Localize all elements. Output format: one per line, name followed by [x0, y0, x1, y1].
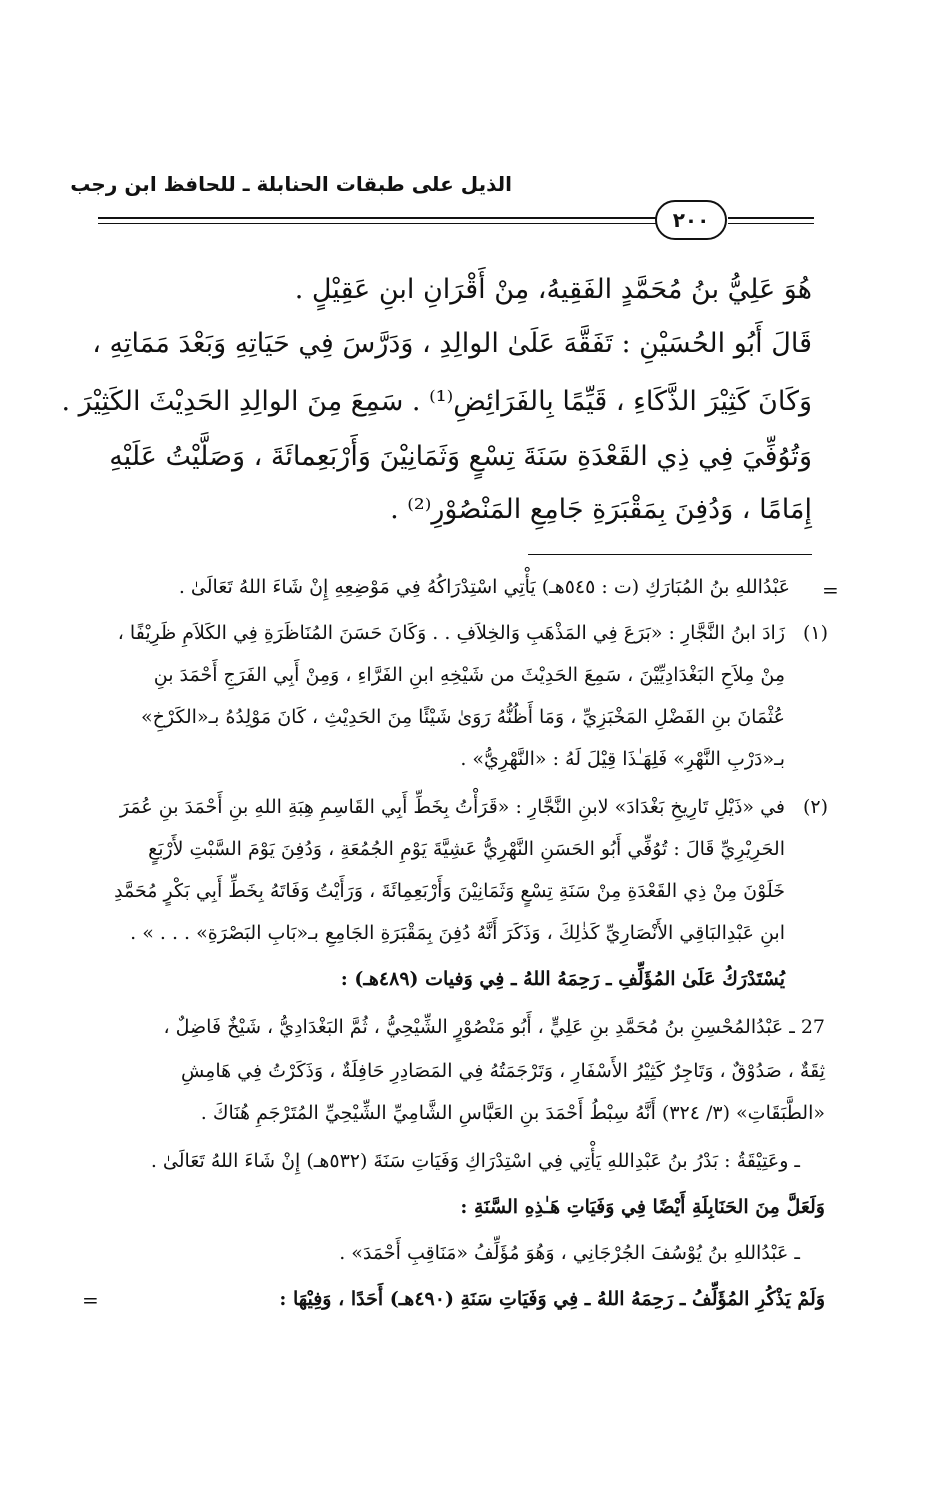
footnote-line: خَلَوْنَ مِنْ ذِي القَعْدَةِ مِنْ سَنَةِ تِسْعٍ وَثَمَانِيْنَ وَأَرْبَعِمِائَةَ ، وَرَأَيْتُ وَفَاتَهُ بِخَطِّ أَبِي بَكْرٍ مُحَمَّدِ: [114, 880, 785, 902]
footnote-marker: (١): [802, 622, 828, 644]
mustadrak-heading: يُسْتَدْرَكُ عَلَىٰ المُؤَلِّفِ ـ رَحِمَهُ اللهُ ـ فِي وَفيات (٤٨٩هـ) :: [340, 968, 785, 990]
jurjani-line: ـ عَبْدُاللهِ بنُ يُوْسُفَ الجُرْجَانِي ، وَهُوَ مُؤَلِّفُ «مَنَاقِبِ أَحْمَدَ» .: [339, 1242, 800, 1264]
main-text-line: إِمَامًا ، وَدُفِنَ بِمَقْبَرَةِ جَامِعِ المَنْصُوْرِ⁽²⁾ .: [390, 494, 812, 525]
main-text-line: قَالَ أَبُو الحُسَيْنِ : تَفَقَّهَ عَلَىٰ الوالِدِ ، وَدَرَّسَ فِي حَيَاتِهِ وَبَعْدَ مَمَاتِهِ ،: [92, 328, 812, 359]
footnote-line: عُثْمَانَ بنِ الفَضْلِ المَخْبَزِيِّ ، وَمَا أَظُنُّهُ رَوَىٰ شَيْئًا مِنَ الحَدِيْثِ ، كَانَ مَوْلِدُهُ بـ«الكَرْخِ»: [141, 706, 785, 728]
footnote-line: بـ«دَرْبِ النَّهْرِ» فَلِهَـٰذَا قِيْلَ لَهُ : «النَّهْرِيُّ» .: [460, 748, 785, 770]
entry-line: 27 ـ عَبْدُالمُحْسِنِ بنُ مُحَمَّدِ بنِ عَلِيٍّ ، أَبُو مَنْصُوْرٍ الشِّيْحِيُّ ، ثُمَّ البَغْدَادِيُّ ، شَيْخٌ فَاضِلٌ ،: [163, 1016, 825, 1038]
footnote-line: الحَرِيْرِيِّ قَالَ : تُوُفِّي أَبُو الحَسَنِ النَّهْرِيُّ عَشِيَّةَ يَوْمِ الجُمُعَةِ ، وَدُفِنَ يَوْمَ السَّبْتِ لأَرْبَعٍ: [148, 838, 785, 860]
header-rule: [98, 217, 656, 219]
header-rule-right-thin: [728, 223, 814, 224]
footnote-continuation: عَبْدُاللهِ بنُ المُبَارَكِ (ت : ٥٤٥هـ) يَأْتِي اسْتِدْرَاكُهُ فِي مَوْضِعِهِ إِنْ شَاءَ اللهُ تَعَالَىٰ .: [178, 576, 790, 598]
main-text-line: وَتُوُفِّيَ فِي ذِي القَعْدَةِ سَنَةَ تِسْعٍ وَثَمَانِيْنَ وَأَرْبَعِمائَةَ ، وَصَلَّيْتُ عَلَيْهِ: [109, 441, 812, 472]
hanabila-line: وَلَعَلَّ مِنَ الحَنَابِلَةِ أَيْضًا فِي وَفَيَاتِ هَـٰذِهِ السَّنَةِ :: [460, 1196, 825, 1218]
header-rule-thin: [98, 223, 656, 224]
footnote-line: في «ذَيْلِ تَارِيخِ بَغْدَادَ» لابنِ النَّجَّارِ : «قَرَأْتُ بِخَطِّ أَبِي القَاسِمِ هِبَةِ اللهِ بنِ أَحْمَدَ بنِ عُمَرَ: [119, 796, 785, 818]
footnote-line: ابنِ عَبْدِالبَاقِي الأَنْصَارِيِّ كَذٰلِكَ ، وَذَكَرَ أَنَّهُ دُفِنَ بِمَقْبَرَةِ الجَامِعِ بـ«بَابِ البَصْرَةِ» . . . » .: [130, 922, 785, 944]
continuation-mark: =: [822, 578, 839, 602]
main-text-line: وَكَانَ كَثِيْرَ الذَّكَاءِ ، قَيِّمًا بِالفَرَائِضِ⁽¹⁾ . سَمِعَ مِنَ الوالِدِ الحَدِيْثَ الكَثِيْرَ .: [61, 386, 812, 417]
page-number: ٢٠٠: [655, 200, 727, 240]
entry-line: ثِقَةٌ ، صَدُوْقٌ ، وَتَاجِرٌ كَثِيْرُ الأَسْفَارِ ، وَتَرْجَمَتُهُ فِي المَصَادِرِ حَافِلَةٌ ، وَذَكَرْتُ فِي هَامِشِ: [180, 1060, 825, 1082]
entry-line: «الطَّبَقَاتِ» (٣/ ٣٢٤) أَنَّهُ سِبْطُ أَحْمَدَ بنِ العَبَّاسِ الشَّامِيِّ الشِّيْحِيِّ المُتَرْجَمِ هُنَاكَ .: [200, 1102, 825, 1124]
main-text-line: هُوَ عَلِيُّ بنُ مُحَمَّدٍ الفَقِيهُ، مِنْ أَقْرَانِ ابنِ عَقِيْلٍ .: [294, 274, 812, 305]
footnote-separator: [528, 554, 812, 555]
atiqa-line: ـ وعَتِيْقَةُ : بَدْرُ بنُ عَبْدِاللهِ يَأْتِي فِي اسْتِدْرَاكِ وَفَيَاتِ سَنَةَ (٥٣٢هـ) إِنْ شَاءَ اللهُ تَعَالَىٰ .: [150, 1150, 800, 1172]
footnote-marker: (٢): [802, 796, 828, 818]
end-continuation-mark: =: [82, 1288, 99, 1312]
running-header-title: الذيل على طبقات الحنابلة ـ للحافظ ابن رجب: [70, 172, 512, 196]
header-rule-right: [728, 217, 814, 219]
footnote-line: مِنْ مِلاَحِ البَغْدَادِيِّيْنَ ، سَمِعَ الحَدِيْثَ من شَيْخِهِ ابنِ الفَرَّاءِ ، وَمِنْ أَبِي الفَرَجِ أَحْمَدَ بنِ: [153, 664, 785, 686]
last-line: وَلَمْ يَذْكُرِ المُؤَلِّفُ ـ رَحِمَهُ اللهُ ـ فِي وَفَيَاتِ سَنَةِ (٤٩٠هـ) أَحَدًا ، وَفِيْهَا :: [279, 1288, 825, 1310]
footnote-line: زَادَ ابنُ النَّجَّارِ : «بَرَعَ فِي المَذْهَبِ وَالخِلاَفِ . . وَكَانَ حَسَنَ المُنَاظَرَةِ فِي الكَلاَمِ ظَرِيْفًا ،: [117, 622, 785, 644]
